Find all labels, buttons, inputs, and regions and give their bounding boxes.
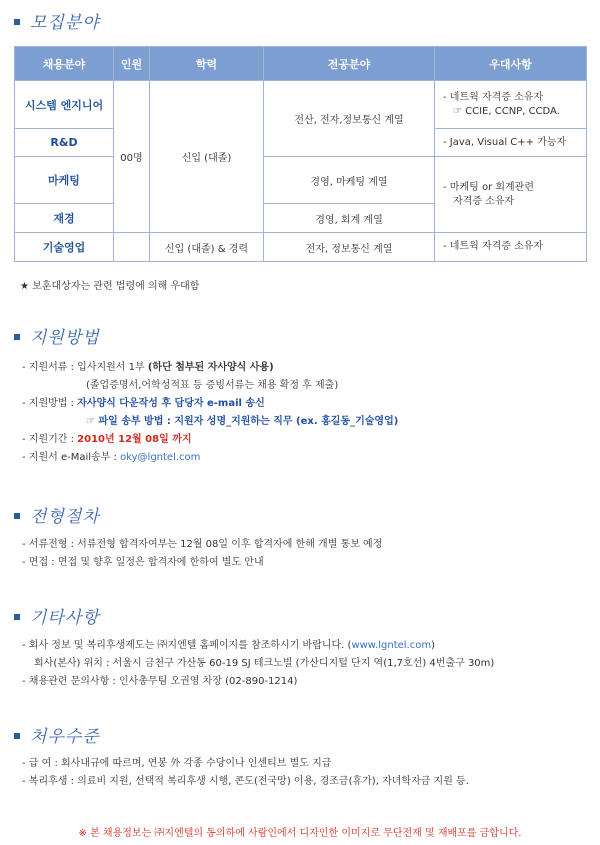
homepage-link[interactable]: www.lgntel.com [351,640,432,651]
preference-line: - 네트웍 자격증 소유자 [443,91,544,103]
etc-contact: - 채용관련 문의사항 : 인사총무팀 오권영 차장 (02-890-1214) [22,676,298,687]
section-header-recruit [14,9,100,31]
etc-block [22,637,494,691]
apply-method-sub: ☞ 파일 송부 방법 : 지원자 성명_지원하는 직무 (ex. 홍길동_기술영업) [86,416,399,427]
field-cell: 시스템 엔지니어 [15,81,114,129]
section-title: 지원방법 [30,327,100,348]
preference-cell: - Java, Visual C++ 가능자 [435,129,587,157]
major-cell: 전산, 전자,정보통신 계열 [264,81,435,157]
section-header-etc [14,604,100,626]
section-bullet-icon [14,733,20,739]
education-cell: 신입 (대졸) & 경력 [150,233,264,262]
table-row [15,233,587,262]
table-header: 채용분야 [15,47,114,81]
apply-email-row [22,449,398,467]
section-bullet-icon [14,334,20,340]
field-cell: 기술영업 [15,233,114,262]
table-header: 전공분야 [264,47,435,81]
section-bullet-icon [14,614,20,620]
major-cell: 경영, 마케팅 계열 [264,157,435,204]
section-title: 처우수준 [30,726,100,747]
section-title: 전형절차 [30,506,100,527]
apply-method-label: - 지원방법 : [22,398,78,409]
table-row [15,81,587,129]
preference-line: - 마케팅 or 회계관련 [443,181,534,193]
field-cell: R&D [15,129,114,157]
table-header-row [15,47,587,81]
benefit-line: - 급 여 : 회사내규에 따르며, 연봉 外 각종 수당이나 인센티브 별도 지급 [22,758,332,769]
section-header-benefit [14,723,100,745]
recruit-table [14,46,587,262]
apply-docs-label: - 지원서류 : 입사지원서 1부 [22,362,148,373]
etc-homepage-row [22,637,494,655]
benefit-line: - 복리후생 : 의료비 지원, 선택적 복리후생 시행, 콘도(전국망) 이용, 경조금(휴가), 자녀학자금 지원 등. [22,776,469,787]
apply-period-value: 2010년 12월 08일 까지 [77,434,192,445]
etc-location: 회사(본사) 위치 : 서울시 금천구 가산동 60-19 SJ 테크노빌 (가산디지털 단지 역(1,7호선) 4번출구 30m) [34,658,495,669]
section-bullet-icon [14,19,20,25]
preference-cell [435,81,587,129]
apply-email-link[interactable]: oky@lgntel.com [120,452,201,463]
apply-period-row [22,431,398,449]
process-block [22,536,382,572]
section-header-apply [14,324,100,346]
process-line: - 서류전형 : 서류전형 합격자여부는 12월 08일 이후 합격자에 한해 개별 통보 예정 [22,539,383,550]
apply-block [22,359,398,467]
benefit-block [22,755,469,791]
apply-method-value: 자사양식 다운작성 후 담당자 e-mail 송신 [77,398,265,409]
process-line: - 면접 : 면접 및 향후 일정은 합격자에 한하여 별도 안내 [22,557,264,568]
section-title: 모집분야 [30,12,100,33]
preference-cell [435,157,587,233]
etc-homepage-end: ) [431,640,435,651]
preference-line: ☞ CCIE, CCNP, CCDA. [453,105,560,117]
field-cell: 재경 [15,204,114,233]
apply-email-label: - 지원서 e-Mail송부 : [22,452,121,463]
preference-cell: - 네트웍 자격증 소유자 [435,233,587,262]
section-header-process [14,503,100,525]
table-header: 인원 [114,47,150,81]
apply-docs-note: (하단 첨부된 자사양식 사용) [147,362,274,373]
section-title: 기타사항 [30,607,100,628]
headcount-cell-empty [114,233,150,262]
education-cell: 신입 (대졸) [150,81,264,233]
apply-docs-row [22,359,398,377]
apply-docs-sub: (졸업증명서,어학성적표 등 증빙서류는 채용 확정 후 제출) [86,380,339,391]
section-bullet-icon [14,513,20,519]
apply-period-label: - 지원기간 : [22,434,78,445]
veteran-note: ★ 보훈대상자는 관련 법령에 의해 우대함 [20,281,200,292]
apply-method-row [22,395,398,413]
major-cell: 전자, 정보통신 계열 [264,233,435,262]
table-header: 학력 [150,47,264,81]
preference-line: 자격증 소유자 [453,195,515,207]
copyright-notice: ※ 본 채용정보는 ㈜지엔텔의 동의하에 사람인에서 디자인한 이미지로 무단전재 및 재배포를 금합니다. [78,828,522,839]
field-cell: 마케팅 [15,157,114,204]
headcount-cell: 00명 [114,81,150,233]
table-row [15,157,587,204]
major-cell: 경영, 회계 계열 [264,204,435,233]
etc-homepage-text: - 회사 정보 및 복리후생제도는 ㈜지엔텔 홈페이지를 참조하시기 바랍니다. ( [22,640,352,651]
table-header: 우대사항 [435,47,587,81]
